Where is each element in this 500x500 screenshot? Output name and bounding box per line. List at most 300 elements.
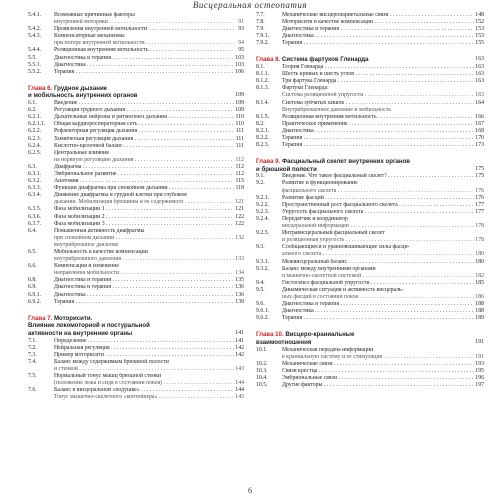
- entry-number: 8.2.1.: [256, 127, 270, 134]
- entry-number: 6.6.: [28, 263, 37, 270]
- entry-page: 168: [475, 127, 484, 134]
- entry-page: 112: [235, 156, 244, 163]
- entry-title: Компенсаторные механизмы: [54, 33, 125, 40]
- entry-page: 166: [475, 113, 484, 120]
- toc-entry[interactable]: [256, 40, 484, 47]
- entry-page: 110: [235, 121, 244, 128]
- entry-title: Диагностика и терапия . . .: [54, 284, 234, 291]
- toc-entry[interactable]: [28, 185, 244, 192]
- entry-number: 7.5.: [28, 373, 37, 379]
- toc-entry[interactable]: [256, 315, 484, 322]
- entry-page: 188: [475, 308, 484, 315]
- toc-entry[interactable]: [256, 85, 484, 92]
- entry-number: 6.4.: [28, 227, 37, 234]
- entry-number: 9.2.4.: [256, 215, 270, 222]
- entry-page: 197: [475, 382, 484, 388]
- toc-entry-continuation[interactable]: [256, 107, 484, 114]
- entry-title: Диагностика и терапия . . .: [282, 301, 474, 308]
- entry-title: Упругость фасциального скелета . . .: [282, 209, 474, 216]
- toc-entry[interactable]: [28, 33, 244, 40]
- toc-entry[interactable]: [28, 47, 244, 54]
- entry-page: 111: [235, 128, 244, 135]
- toc-entry[interactable]: [28, 292, 244, 299]
- entry-page: 111: [235, 142, 244, 149]
- toc-entry-continuation[interactable]: [28, 157, 244, 164]
- toc-entry[interactable]: [28, 150, 244, 157]
- entry-title: Моторисити в качестве компенсации . . .: [282, 19, 474, 26]
- toc-entry[interactable]: [28, 206, 244, 213]
- toc-entry[interactable]: [28, 121, 244, 128]
- entry-title: Химическая регуляция дыхания . . .: [54, 136, 234, 143]
- toc-entry[interactable]: [256, 173, 484, 180]
- entry-title: Система зубчатых кишок . . .: [282, 100, 474, 107]
- toc-entry[interactable]: [256, 301, 484, 308]
- entry-title: Эмбриональное развитие . . .: [54, 171, 234, 178]
- entry-title: внутрибрюшного давления . . .: [54, 256, 234, 263]
- entry-title: Механические связи . . .: [282, 361, 474, 368]
- toc-entry[interactable]: [256, 12, 484, 19]
- chapter-gap: [28, 306, 244, 315]
- entry-title: Механические висцеропариетальные связи . . .: [282, 12, 474, 19]
- entry-number: 7.1.: [28, 337, 37, 344]
- toc-entry[interactable]: [28, 178, 244, 185]
- toc-entry-continuation[interactable]: [256, 354, 484, 361]
- entry-page: 163: [475, 71, 484, 78]
- toc-entry[interactable]: [28, 352, 244, 359]
- toc-entry[interactable]: [256, 368, 484, 375]
- toc-entry-continuation[interactable]: [256, 188, 484, 195]
- entry-page: 191: [475, 338, 484, 345]
- entry-number: 9.2.: [256, 180, 265, 187]
- entry-title: Передатчик и координатор: [282, 215, 348, 222]
- entry-title: Диагностика . . .: [54, 62, 234, 69]
- entry-title: Функции диафрагмы при спокойном дыхании . . .: [54, 185, 234, 192]
- page-number: 6: [248, 486, 252, 495]
- entry-number: 7.2.: [28, 344, 37, 351]
- entry-number: 9.6.1.: [256, 308, 270, 315]
- entry-title: Практическое применение . . .: [282, 121, 474, 128]
- entry-number: 6.9.1.: [28, 291, 42, 298]
- toc-entry[interactable]: [28, 338, 244, 345]
- entry-number: 9.2.3.: [256, 208, 270, 215]
- entry-page: 135: [235, 277, 244, 284]
- entry-number: 6.5.: [28, 249, 37, 255]
- toc-entry-continuation[interactable]: [28, 366, 244, 373]
- toc-entry-continuation[interactable]: [256, 237, 484, 244]
- entry-title: внутрибрюшное давление: [54, 241, 119, 248]
- entry-title: внутренней моторики . . .: [54, 19, 234, 26]
- entry-title: Диагностика . . .: [54, 292, 234, 299]
- entry-number: 8.1.5.: [256, 113, 270, 120]
- entry-number: 6.3.7.: [28, 220, 42, 227]
- chapter-label: Глава 9.: [256, 158, 281, 166]
- chapter-title: активности на внутренние органы: [28, 329, 133, 337]
- toc-entry[interactable]: [256, 382, 484, 389]
- entry-page: 163: [475, 92, 484, 99]
- entry-number: 9.2.5.: [256, 230, 270, 237]
- entry-number: 5.5.2.: [28, 68, 42, 75]
- chapter-heading-cont[interactable]: [28, 92, 244, 100]
- entry-title: Определение . . .: [54, 338, 234, 345]
- entry-title: Дыхательные нейроны и ритмогенез дыхания . . .: [54, 114, 234, 121]
- toc-entry[interactable]: [28, 100, 244, 107]
- entry-page: 176: [475, 194, 484, 201]
- entry-number: 9.3.1.: [256, 258, 270, 265]
- entry-page: 122: [235, 220, 244, 227]
- toc-entry[interactable]: [28, 136, 244, 143]
- entry-number: 9.4.: [256, 279, 265, 286]
- entry-number: 6.2.2.: [28, 128, 42, 135]
- toc-entry-continuation[interactable]: [28, 40, 244, 47]
- entry-page: 153: [475, 26, 484, 33]
- entry-title: Терапия . . .: [282, 135, 474, 142]
- entry-title: Фаза мобилизации 2 . . .: [54, 214, 234, 221]
- entry-title: (положение лежа и сидя в состоянии покоя) . . .: [54, 380, 234, 387]
- toc-entry-continuation[interactable]: [256, 273, 484, 280]
- entry-number: 6.9.: [28, 284, 37, 291]
- toc-entry[interactable]: [28, 128, 244, 135]
- entry-title: Введение . . .: [54, 100, 234, 107]
- entry-page: 103: [235, 54, 244, 61]
- entry-page: 109: [235, 92, 244, 99]
- toc-entry[interactable]: [28, 114, 244, 121]
- entry-title: Диагностика . . .: [282, 308, 474, 315]
- entry-title: Нормальный тонус мышц брюшной стенки: [54, 373, 162, 379]
- entry-page: 186: [475, 293, 484, 300]
- toc-entry-continuation[interactable]: [28, 380, 244, 387]
- entry-title: Центральные влияния: [54, 149, 109, 156]
- toc-entry[interactable]: [28, 249, 244, 256]
- toc-entry[interactable]: [28, 284, 244, 291]
- toc-entry[interactable]: [256, 26, 484, 33]
- toc-entry[interactable]: [28, 12, 244, 19]
- toc-entry[interactable]: [256, 280, 484, 287]
- entry-number: 7.7.: [256, 12, 265, 18]
- entry-page: 95: [238, 47, 244, 54]
- entry-number: 6.3.6.: [28, 213, 42, 220]
- entry-title: Внутрибрюшечное давление и мобильность: [282, 106, 392, 113]
- entry-page: 112: [235, 170, 244, 177]
- toc-entry[interactable]: [256, 361, 484, 368]
- entry-page: 178: [475, 223, 484, 230]
- entry-title: Регуляция грудного дыхания . . .: [54, 107, 234, 114]
- chapter-heading[interactable]: [28, 315, 244, 323]
- toc-entry[interactable]: [256, 216, 484, 223]
- entry-number: 6.2.4.: [28, 142, 42, 149]
- entry-title: Эмбриональные связи . . .: [282, 375, 474, 382]
- chapter-title: Висцеро-краниальные: [285, 331, 355, 339]
- entry-page: 193: [475, 360, 484, 367]
- entry-number: 7.9.1.: [256, 33, 270, 40]
- entry-page: 141: [235, 337, 244, 344]
- entry-page: 143: [235, 365, 244, 372]
- toc-entry-continuation[interactable]: [28, 235, 244, 242]
- toc-entry[interactable]: [28, 387, 244, 394]
- toc-entry[interactable]: [256, 195, 484, 202]
- entry-number: 9.5.: [256, 286, 265, 293]
- entry-number: 6.8.: [28, 277, 37, 284]
- entry-number: 9.3.: [256, 244, 265, 251]
- toc-entry-continuation[interactable]: [256, 251, 484, 258]
- entry-page: 103: [235, 61, 244, 68]
- entry-page: 188: [475, 301, 484, 308]
- toc-entry[interactable]: [28, 171, 244, 178]
- entry-title: Анатомия . . .: [54, 178, 234, 185]
- toc-entry[interactable]: [256, 128, 484, 135]
- chapter-heading-cont[interactable]: [256, 166, 484, 174]
- entry-page: 189: [475, 315, 484, 322]
- entry-title: Рефлекторная регуляция дыхания . . .: [54, 128, 234, 135]
- toc-entry[interactable]: [28, 164, 244, 171]
- entry-page: 173: [475, 142, 484, 149]
- chapter-heading-cont[interactable]: [28, 322, 244, 330]
- entry-title: Фартуки Гленарда:: [282, 85, 329, 92]
- entry-number: 6.3.3.: [28, 185, 42, 192]
- entry-title: Реляционная внутренняя мотильность . . .: [54, 47, 234, 54]
- entry-title: Межвисцеральный баланс . . .: [282, 259, 474, 266]
- entry-title: Интрависцеральный фасциальный скелет: [282, 230, 385, 237]
- entry-title: Диагностика и терапия . . .: [54, 55, 234, 62]
- toc-entry[interactable]: [256, 308, 484, 315]
- toc-entry[interactable]: [28, 373, 244, 380]
- entry-page: 121: [235, 199, 244, 206]
- chapter-title: Моторисити.: [53, 314, 93, 322]
- entry-page: 142: [235, 351, 244, 358]
- chapter-gap: [256, 47, 484, 56]
- toc-entry[interactable]: [256, 287, 484, 294]
- entry-page: 170: [475, 135, 484, 141]
- entry-title: висцеральной информации . . .: [282, 223, 474, 230]
- entry-title: Мобильность в качестве компенсации: [54, 249, 148, 255]
- entry-title: Сообщающиеся и уравновешивающие силы фасци-: [282, 244, 410, 251]
- chapter-gap: [256, 322, 484, 331]
- toc-entry-continuation[interactable]: [28, 19, 244, 26]
- toc-entry[interactable]: [256, 71, 484, 78]
- entry-page: 133: [235, 256, 244, 263]
- toc-entry[interactable]: [256, 100, 484, 107]
- entry-title: Диафрагма . . .: [54, 164, 234, 171]
- entry-title: направления мобильности . . .: [54, 270, 234, 277]
- entry-title: и реляционная упругость . . .: [282, 237, 474, 244]
- entry-number: 6.2.1.1.: [28, 121, 46, 128]
- entry-page: 132: [235, 234, 244, 241]
- entry-page: 164: [475, 99, 484, 106]
- entry-page: 191: [475, 353, 484, 360]
- toc-entry[interactable]: [28, 221, 244, 228]
- entry-page: 145: [235, 394, 244, 401]
- entry-page: 167: [475, 120, 484, 127]
- entry-title: при спокойном дыхании . . .: [54, 235, 234, 242]
- entry-number: 7.9.2.: [256, 40, 270, 47]
- toc-entry-continuation[interactable]: [256, 223, 484, 230]
- entry-title: Шесть кривых и шесть углов . . .: [282, 71, 474, 78]
- toc-entry-continuation[interactable]: [256, 294, 484, 301]
- chapter-heading[interactable]: [28, 85, 244, 93]
- entry-number: 8.2.3.: [256, 142, 270, 149]
- entry-number: 6.2.3.: [28, 135, 42, 142]
- entry-number: 8.1.2.: [256, 78, 270, 85]
- entry-page: 141: [235, 329, 244, 336]
- entry-title: Гистогенез фасциальной упругости . . .: [282, 280, 474, 287]
- entry-title: Три фартука Гленарда . . .: [282, 78, 474, 85]
- entry-title: Баланс в висцеральной «подушке» . . .: [54, 387, 234, 394]
- entry-page: 177: [475, 201, 484, 208]
- toc-entry[interactable]: [256, 375, 484, 382]
- entry-page: 91: [238, 19, 244, 26]
- chapter-label: Глава 6.: [28, 84, 53, 92]
- toc-entry[interactable]: [28, 359, 244, 366]
- entry-page: 94: [238, 40, 244, 47]
- toc-entry[interactable]: [256, 244, 484, 251]
- entry-page: 148: [475, 12, 484, 18]
- entry-page: 136: [235, 284, 244, 291]
- entry-title: Диагностика и терапия . . .: [282, 26, 474, 33]
- chapter-heading[interactable]: [256, 331, 484, 339]
- entry-page: 152: [475, 19, 484, 26]
- chapter-heading[interactable]: [256, 158, 484, 166]
- entry-title: Терапия . . .: [54, 299, 234, 306]
- toc-entry[interactable]: [28, 214, 244, 221]
- toc-entry[interactable]: [256, 202, 484, 209]
- toc-entry-continuation[interactable]: [256, 92, 484, 99]
- entry-title: Терапия . . .: [282, 40, 474, 47]
- toc-entry[interactable]: [28, 345, 244, 352]
- entry-page: 176: [475, 187, 484, 194]
- toc-entry[interactable]: [28, 62, 244, 69]
- entry-title: и мышечно-скелетной системой . . .: [282, 273, 474, 280]
- toc-entry[interactable]: [256, 121, 484, 128]
- entry-number: 9.1.: [256, 173, 265, 180]
- toc-entry[interactable]: [256, 180, 484, 187]
- toc-entry[interactable]: [256, 64, 484, 71]
- entry-title: Баланс между внутренними органами: [282, 265, 376, 272]
- toc-entry[interactable]: [256, 209, 484, 216]
- toc-entry[interactable]: [28, 26, 244, 33]
- entry-page: 121: [235, 206, 244, 213]
- entry-title: Механическая передача информации: [282, 346, 374, 353]
- toc-entry[interactable]: [28, 55, 244, 62]
- entry-number: 6.3.4.: [28, 192, 42, 199]
- chapter-heading-cont[interactable]: [28, 330, 244, 338]
- toc-entry[interactable]: [256, 33, 484, 40]
- entry-title: Движение диафрагмы и грудной клетки при глубоком: [54, 192, 187, 199]
- chapter-title: Влияние локомоторной и постуральной: [28, 322, 150, 330]
- entry-title: Реляционная внутренняя мотильность . . .: [282, 114, 474, 121]
- entry-title: Связи крестца . . .: [282, 368, 474, 375]
- entry-number: 10.4.: [256, 374, 268, 381]
- entry-page: 110: [235, 114, 244, 121]
- entry-title: Введение. Что такое фасциальный скелет? . . .: [282, 173, 474, 180]
- chapter-title: Фасциальный скелет внутренних органов: [281, 158, 411, 166]
- entry-title: Динамическая ситуация и активность висцераль-: [282, 286, 404, 293]
- entry-page: 195: [475, 367, 484, 374]
- toc-entry[interactable]: [256, 347, 484, 354]
- entry-page: 142: [235, 344, 244, 351]
- entry-page: 144: [235, 380, 244, 387]
- toc-entry[interactable]: [28, 277, 244, 284]
- toc-entry-continuation[interactable]: [28, 394, 244, 401]
- entry-number: 10.2.: [256, 360, 268, 367]
- entry-page: 111: [235, 135, 244, 142]
- chapter-heading-cont[interactable]: [256, 339, 484, 347]
- chapter-label: Глава 10.: [256, 331, 284, 339]
- entry-number: 7.4.: [28, 358, 37, 365]
- toc-entry[interactable]: [256, 19, 484, 26]
- entry-title: Фаза мобилизации 3 . . .: [54, 221, 234, 228]
- toc-entry[interactable]: [256, 135, 484, 142]
- entry-page: 144: [235, 387, 244, 394]
- entry-number: 10.3.: [256, 367, 268, 374]
- entry-title: Диагностика . . .: [282, 128, 474, 135]
- entry-page: 112: [235, 163, 244, 170]
- entry-number: 6.3.2.: [28, 178, 42, 185]
- entry-number: 5.4.4.: [28, 47, 42, 54]
- entry-page: 163: [475, 78, 484, 85]
- toc-entry[interactable]: [256, 114, 484, 121]
- toc-entry[interactable]: [28, 228, 244, 235]
- toc-entry[interactable]: [256, 78, 484, 85]
- entry-number: 5.4.2.: [28, 26, 42, 33]
- entry-number: 6.2.1.: [28, 114, 42, 121]
- entry-title: Баланс между содержимым брюшной полости: [54, 358, 169, 365]
- entry-title: фасциального скелета . . .: [282, 188, 474, 195]
- entry-title: Развитие и функционирование: [282, 180, 358, 187]
- toc-entry[interactable]: [28, 192, 244, 199]
- entry-number: 9.3.2.: [256, 265, 270, 272]
- entry-number: 8.2.: [256, 120, 265, 127]
- entry-number: 9.2.2.: [256, 201, 270, 208]
- entry-page: 182: [475, 272, 484, 279]
- toc-entry-continuation[interactable]: [28, 199, 244, 206]
- entry-title: Терапия . . .: [54, 69, 234, 76]
- entry-number: 7.3.: [28, 351, 37, 358]
- entry-number: 10.1.: [256, 346, 268, 353]
- entry-number: 9.6.2.: [256, 315, 270, 322]
- entry-number: 6.3.5.: [28, 206, 42, 213]
- entry-page: 136: [235, 291, 244, 298]
- entry-title: Развитие фасций . . .: [282, 195, 474, 202]
- toc-entry[interactable]: [28, 69, 244, 76]
- entry-page: 155: [475, 40, 484, 47]
- toc-entry[interactable]: [256, 230, 484, 237]
- entry-page: 115: [235, 178, 244, 185]
- entry-page: 122: [235, 213, 244, 220]
- entry-number: 5.4.3.: [28, 33, 42, 40]
- entry-title: и стенкой . . .: [54, 366, 234, 373]
- toc-entry-continuation[interactable]: [28, 256, 244, 263]
- entry-number: 7.9.: [256, 26, 265, 33]
- entry-page: 109: [235, 100, 244, 107]
- entry-title: Диагностика и терапия . . .: [54, 277, 234, 284]
- toc-entry[interactable]: [28, 107, 244, 114]
- toc-entry-continuation[interactable]: [28, 270, 244, 277]
- entry-page: 180: [475, 251, 484, 258]
- entry-title: при потере внутренней мотильности . . .: [54, 40, 234, 47]
- chapter-title: Система фартуков Гленарда: [281, 56, 369, 64]
- toc-entry[interactable]: [28, 143, 244, 150]
- toc-entry[interactable]: [256, 266, 484, 273]
- toc-entry-continuation[interactable]: [28, 242, 244, 249]
- toc-entry[interactable]: [28, 299, 244, 306]
- toc-entry[interactable]: [28, 263, 244, 270]
- chapter-heading[interactable]: [256, 56, 484, 64]
- entry-page: 185: [475, 279, 484, 286]
- entry-title: Фаза мобилизации 1 . . .: [54, 206, 234, 213]
- entry-page: 139: [235, 298, 244, 305]
- toc-entry[interactable]: [256, 142, 484, 149]
- toc-entry[interactable]: [256, 259, 484, 266]
- entry-number: 7.6.: [28, 387, 37, 394]
